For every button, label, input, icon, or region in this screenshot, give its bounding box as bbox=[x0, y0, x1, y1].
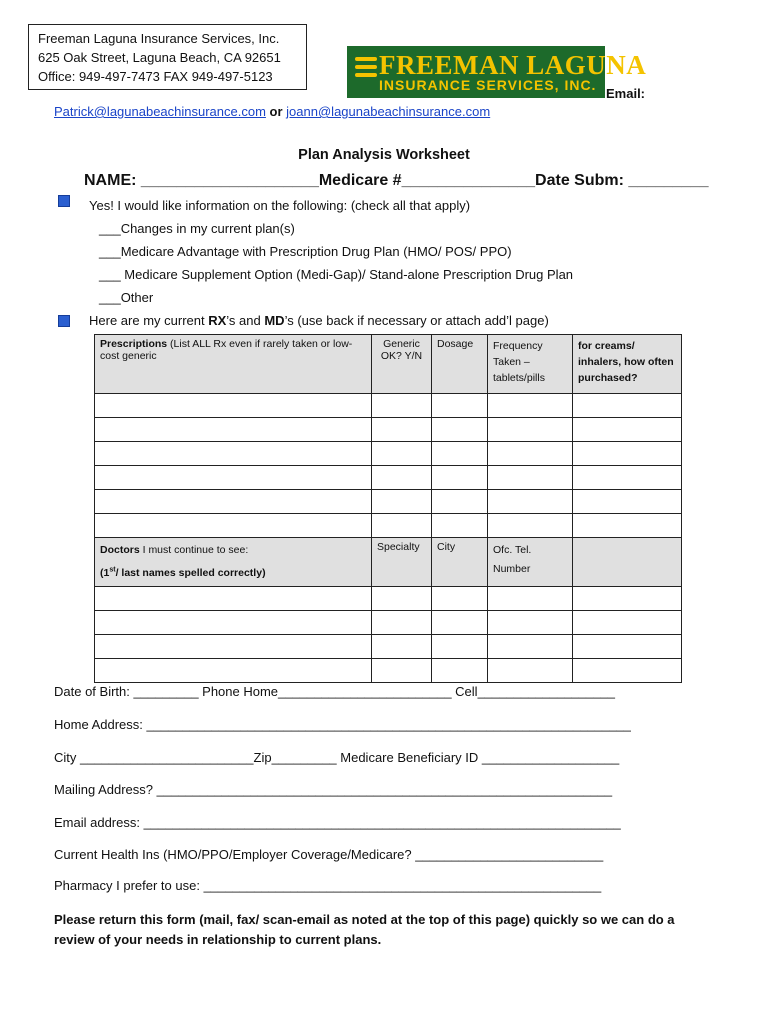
email-or: or bbox=[265, 104, 287, 119]
doctor-header-doctors: Doctors I must continue to see: (1st/ last names spelled correctly) bbox=[95, 538, 372, 587]
email-label: Email: bbox=[606, 86, 646, 101]
rx-header-prescriptions: Prescriptions (List ALL Rx even if rarely taken or low-cost generic bbox=[95, 335, 372, 394]
rx-header-creams: for creams/ inhalers, how often purchased? bbox=[573, 335, 682, 394]
rx-header-dosage: Dosage bbox=[432, 335, 488, 394]
pharmacy-field[interactable]: Pharmacy I prefer to use: _______________________________________________________ bbox=[54, 878, 602, 893]
option-changes-current-plan[interactable]: ___Changes in my current plan(s) bbox=[99, 221, 295, 236]
home-address-field[interactable]: Home Address: ___________________________________________________________________ bbox=[54, 717, 631, 732]
dob-phone-cell-field[interactable]: Date of Birth: _________ Phone Home________________________ Cell___________________ bbox=[54, 684, 615, 699]
rx-header-row bbox=[95, 335, 682, 394]
rx-row[interactable] bbox=[95, 442, 682, 466]
page-title: Plan Analysis Worksheet bbox=[298, 147, 470, 163]
return-instructions: Please return this form (mail, fax/ scan-email as noted at the top of this page) quickly so we can do a review of your needs in relationship to current plans. bbox=[54, 912, 675, 947]
city-zip-medicare-id-field[interactable]: City ________________________Zip_________ Medicare Beneficiary ID ___________________ bbox=[54, 750, 620, 765]
rx-row[interactable] bbox=[95, 490, 682, 514]
doctor-header-specialty: Specialty bbox=[372, 538, 432, 587]
logo-line-1: FREEMAN LAGUNA bbox=[379, 50, 647, 80]
doctor-header-phone: Ofc. Tel. Number bbox=[488, 538, 573, 587]
name-medicare-date-line[interactable]: NAME: ____________________Medicare #_______________Date Subm: _________ bbox=[84, 172, 709, 189]
rx-md-post: ’s (use back if necessary or attach add’l page) bbox=[284, 313, 549, 328]
company-name: Freeman Laguna Insurance Services, Inc. bbox=[38, 31, 280, 46]
email-links bbox=[54, 104, 490, 119]
rx-row[interactable] bbox=[95, 418, 682, 442]
company-street: 625 Oak Street, Laguna Beach, CA 92651 bbox=[38, 50, 281, 65]
option-medicare-supplement[interactable]: ___ Medicare Supplement Option (Medi-Gap)/ Stand-alone Prescription Drug Plan bbox=[99, 267, 574, 282]
company-phone: Office: 949-497-7473 FAX 949-497-5123 bbox=[38, 69, 273, 84]
doctor-header-city: City bbox=[432, 538, 488, 587]
rx-header-frequency: Frequency Taken – tablets/pills bbox=[488, 335, 573, 394]
doctor-header-row bbox=[95, 538, 682, 587]
doctor-row[interactable] bbox=[95, 634, 682, 658]
rx-header-generic: Generic OK? Y/N bbox=[372, 335, 432, 394]
option-medicare-advantage[interactable]: ___Medicare Advantage with Prescription Drug Plan (HMO/ POS/ PPO) bbox=[99, 244, 512, 259]
doctor-row[interactable] bbox=[95, 658, 682, 682]
rx-doctors-table bbox=[94, 334, 682, 683]
logo-line-2: INSURANCE SERVICES, INC. bbox=[379, 77, 597, 93]
rx-row[interactable] bbox=[95, 466, 682, 490]
company-address-box bbox=[28, 24, 307, 90]
checkbox-rx-md[interactable] bbox=[58, 315, 70, 327]
email-link-joann[interactable]: joann@lagunabeachinsurance.com bbox=[286, 104, 491, 119]
logo-emblem-icon bbox=[355, 57, 377, 87]
checklist-intro: Yes! I would like information on the following: (check all that apply) bbox=[89, 198, 471, 213]
option-other[interactable]: ___Other bbox=[99, 290, 154, 305]
doctor-row[interactable] bbox=[95, 610, 682, 634]
email-link-patrick[interactable]: Patrick@lagunabeachinsurance.com bbox=[54, 104, 266, 119]
rx-row[interactable] bbox=[95, 514, 682, 538]
rx-md-intro bbox=[89, 313, 549, 328]
doctor-header-blank bbox=[573, 538, 682, 587]
doctor-row[interactable] bbox=[95, 586, 682, 610]
rx-row[interactable] bbox=[95, 394, 682, 418]
mailing-address-field[interactable]: Mailing Address? _______________________________________________________________ bbox=[54, 782, 613, 797]
rx-md-mid: ’s and bbox=[226, 313, 265, 328]
current-health-ins-field[interactable]: Current Health Ins (HMO/PPO/Employer Coverage/Medicare? __________________________ bbox=[54, 847, 604, 862]
rx-label: RX bbox=[208, 313, 227, 328]
md-label: MD bbox=[264, 313, 285, 328]
checkbox-info-request[interactable] bbox=[58, 195, 70, 207]
email-address-field[interactable]: Email address: __________________________________________________________________ bbox=[54, 815, 621, 830]
rx-md-pre: Here are my current bbox=[89, 313, 209, 328]
